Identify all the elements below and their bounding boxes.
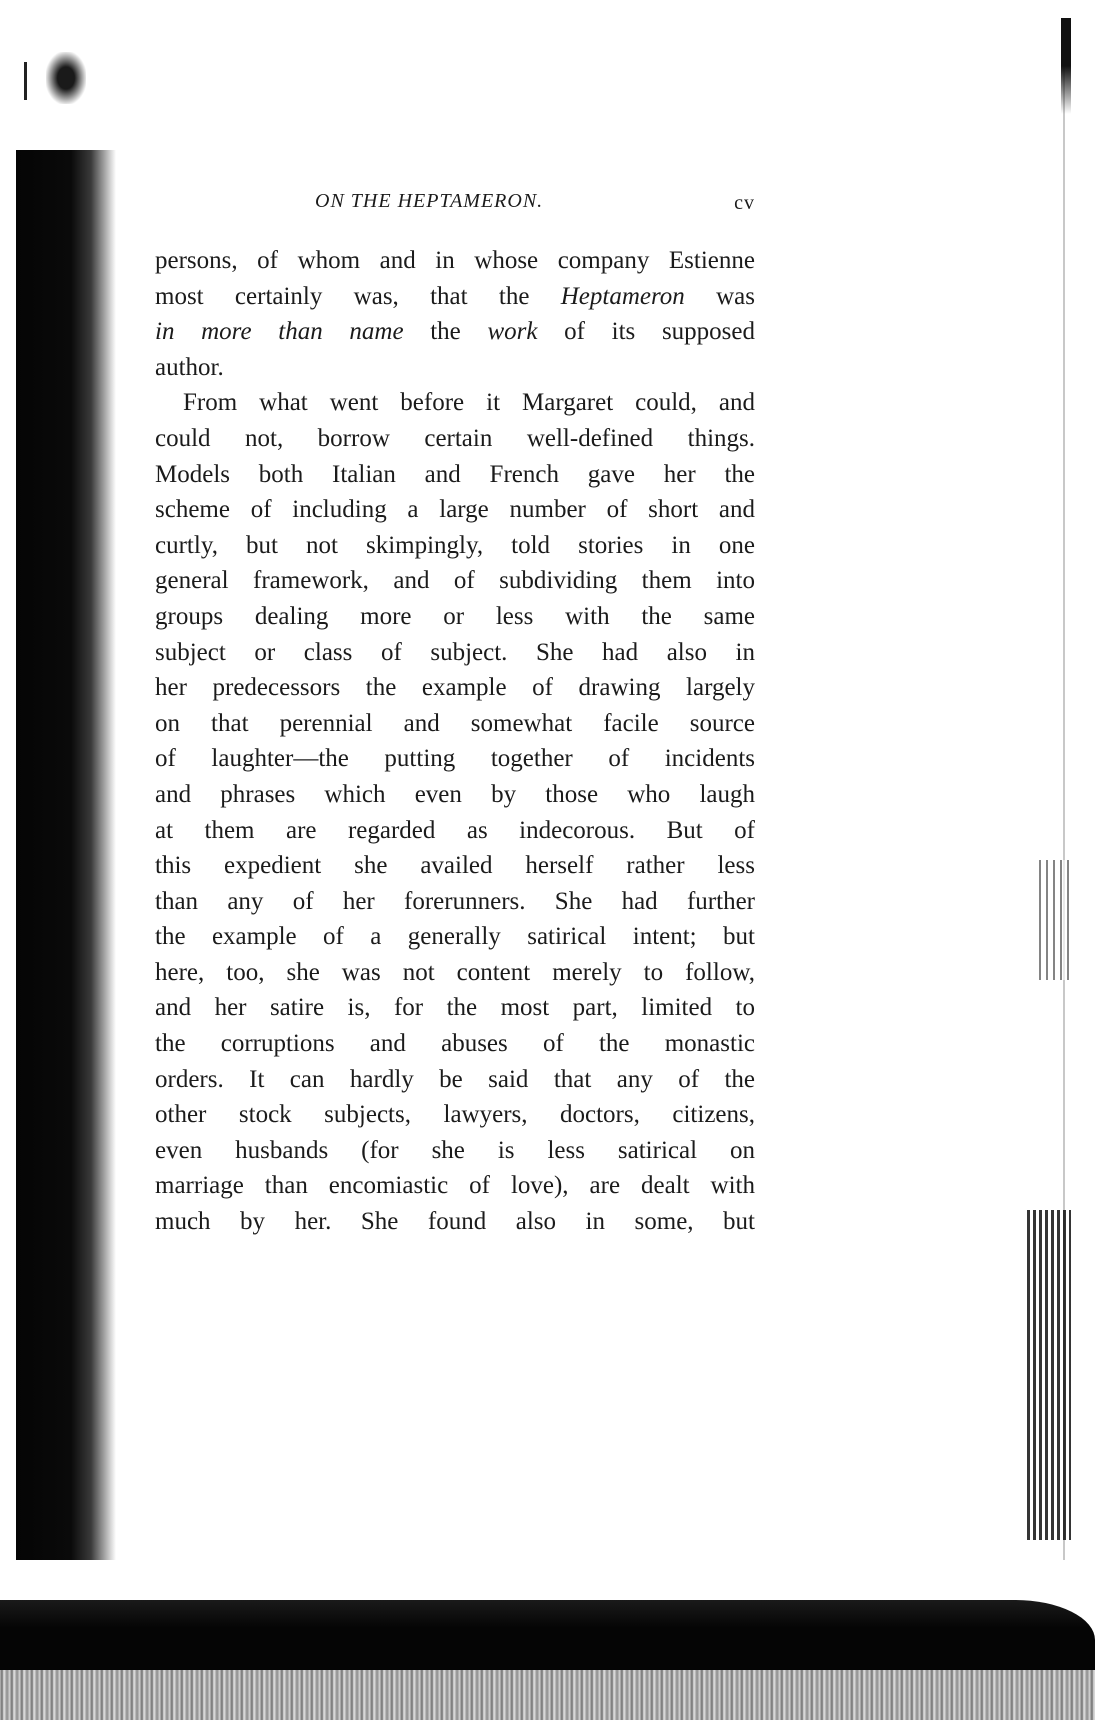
italic-text-run: Heptameron: [560, 282, 685, 310]
text-run: most certainly was, that the: [155, 282, 561, 310]
text-line: [155, 599, 755, 635]
text-run: of its supposed: [537, 318, 755, 346]
scan-bottom-shadow: [0, 1600, 1095, 1670]
text-run: general framework, and of subdividing them into: [155, 567, 755, 595]
text-run: orders. It can hardly be said that any of the: [155, 1065, 755, 1093]
text-line: [155, 955, 755, 991]
italic-text-run: in more than name: [155, 318, 404, 346]
text-line: [155, 421, 755, 457]
text-line: [155, 1062, 755, 1098]
text-line: [155, 741, 755, 777]
running-title: ON THE HEPTAMERON.: [315, 190, 544, 212]
scan-smudge: [46, 52, 86, 104]
text-line: [155, 1133, 755, 1169]
text-line: [155, 563, 755, 599]
text-run: this expedient she availed herself rather less: [155, 852, 755, 880]
text-line: [155, 670, 755, 706]
paragraph: [155, 243, 755, 385]
text-line: [155, 279, 755, 315]
text-run: the corruptions and abuses of the monastic: [155, 1030, 755, 1058]
page-number: cv: [734, 192, 755, 214]
text-run: than any of her forerunners. She had further: [155, 887, 755, 915]
text-line: [155, 492, 755, 528]
body-text: [155, 243, 755, 1240]
text-run: and her satire is, for the most part, limited to: [155, 994, 755, 1022]
text-run: much by her. She found also in some, but: [155, 1208, 755, 1236]
text-line: [155, 706, 755, 742]
text-run: the: [403, 318, 488, 346]
text-line: [155, 314, 755, 350]
text-line: [155, 635, 755, 671]
text-run: her predecessors the example of drawing largely: [155, 674, 755, 702]
running-header: [155, 190, 755, 220]
text-line: [155, 919, 755, 955]
text-line: [155, 813, 755, 849]
text-run: other stock subjects, lawyers, doctors, citizens,: [155, 1101, 755, 1129]
text-run: even husbands (for she is less satirical on: [155, 1136, 755, 1164]
text-line: [155, 457, 755, 493]
text-run: curtly, but not skimpingly, told stories in one: [155, 531, 755, 559]
text-line: [155, 1026, 755, 1062]
text-run: of laughter—the putting together of incidents: [155, 745, 755, 773]
text-run: could not, borrow certain well-defined things.: [155, 424, 755, 452]
text-line: [155, 350, 755, 386]
text-line: [155, 848, 755, 884]
scan-bottom-noise: [0, 1670, 1095, 1720]
text-run: author.: [155, 353, 224, 381]
text-run: subject or class of subject. She had also in: [155, 638, 755, 666]
text-run: and phrases which even by those who laugh: [155, 780, 755, 808]
text-run: groups dealing more or less with the same: [155, 602, 755, 630]
text-run: persons, of whom and in whose company Estienne: [155, 247, 755, 274]
text-line: [155, 1097, 755, 1133]
text-line: [155, 528, 755, 564]
text-run: From what went before it Margaret could, and: [183, 389, 755, 417]
paragraph: [155, 385, 755, 1239]
text-run: scheme of including a large number of short and: [155, 496, 755, 524]
text-line: [155, 1204, 755, 1240]
text-run: Models both Italian and French gave her the: [155, 460, 755, 488]
text-line: [155, 990, 755, 1026]
text-run: here, too, she was not content merely to follow,: [155, 958, 755, 986]
scan-page-edge-stack: [1027, 1210, 1071, 1540]
text-line: [155, 884, 755, 920]
scan-page-edge-fibers: [1039, 860, 1069, 980]
text-run: marriage than encomiastic of love), are dealt with: [155, 1172, 755, 1200]
text-line: [155, 243, 755, 279]
text-run: the example of a generally satirical intent; but: [155, 923, 755, 951]
text-line: [155, 777, 755, 813]
text-run: on that perennial and somewhat facile source: [155, 709, 755, 737]
text-line: [155, 1168, 755, 1204]
text-run: at them are regarded as indecorous. But of: [155, 816, 755, 844]
scan-mark: [24, 62, 27, 100]
text-line: [155, 385, 755, 421]
italic-text-run: work: [487, 318, 538, 346]
scan-binding-shadow-left: [16, 150, 116, 1560]
text-run: was: [684, 282, 755, 310]
